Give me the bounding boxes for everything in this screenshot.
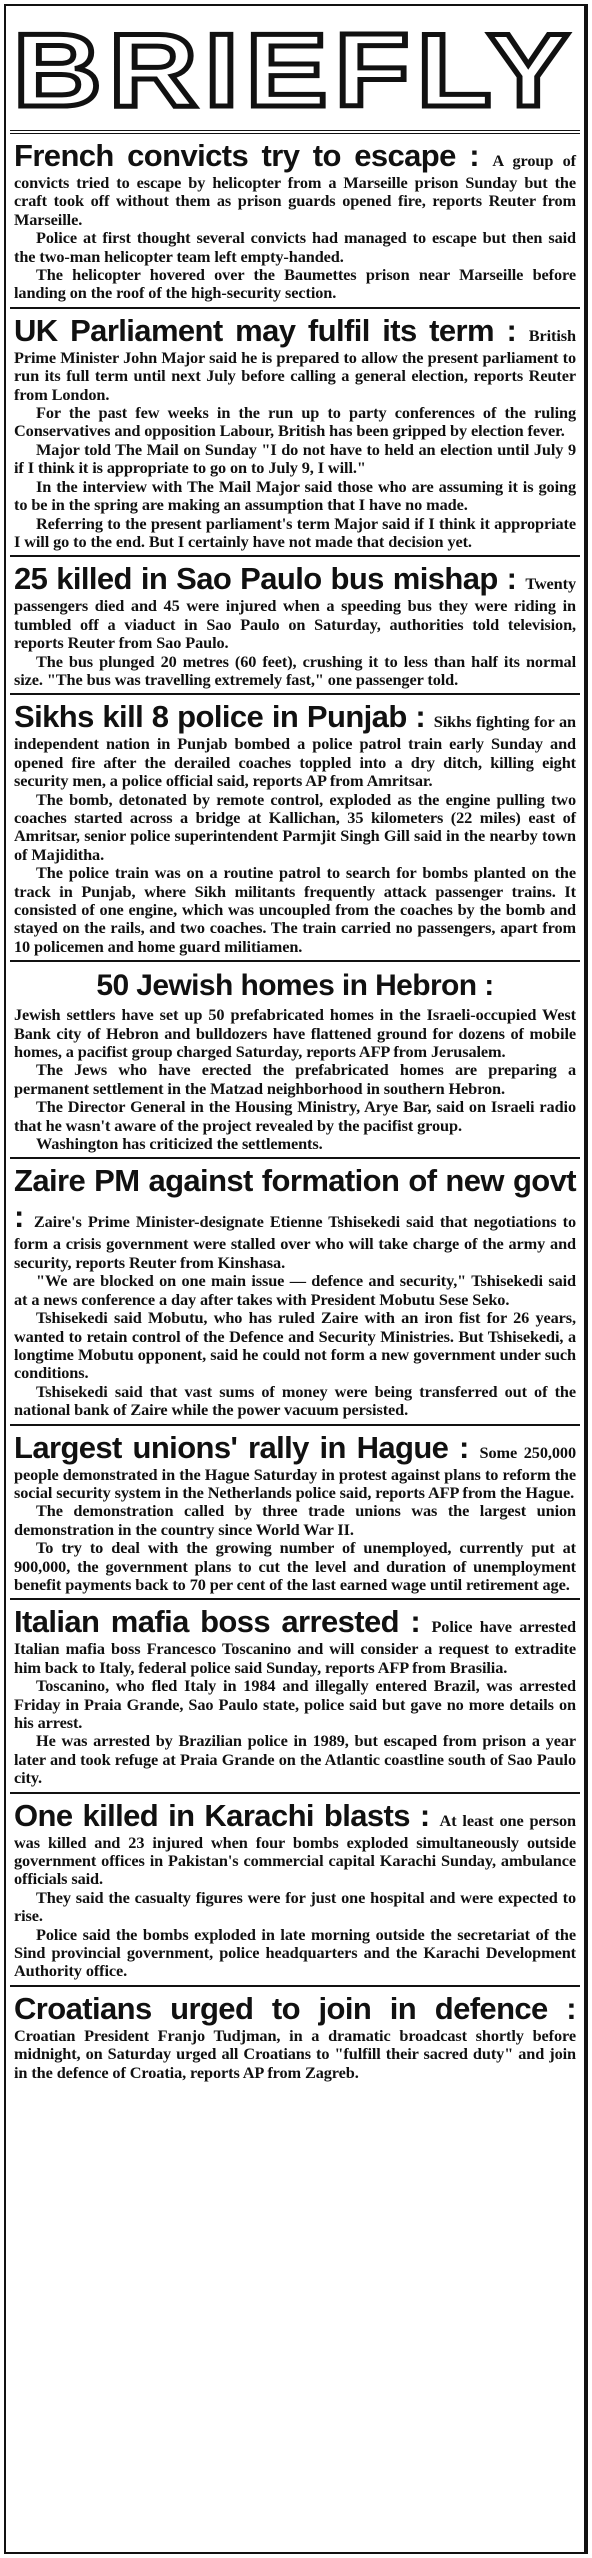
story-text: Referring to the present parliament's term Major said if I think it appropriate I will go to the end. But I certainly have not made that decision yet.	[14, 513, 576, 551]
story-text: Zaire's Prime Minister-designate Etienne Tshisekedi said that negotiations to form a crisis government were stalled over who will take charge of the army and security, reports Reuter from Kinshasa.	[14, 1212, 576, 1272]
story-divider	[10, 1157, 580, 1159]
story-paragraph	[14, 1991, 576, 2082]
story-text: Jewish settlers have set up 50 prefabricated homes in the Israeli-occupied West Bank city of Hebron and bulldozers have flattened ground for dozens of mobile homes, a pacifist group charged Saturday, reports AFP from Jerusalem.	[14, 1005, 576, 1062]
story-paragraph	[14, 138, 576, 229]
story-paragraph	[14, 229, 576, 266]
story-paragraph	[14, 791, 576, 865]
story-paragraph	[14, 404, 576, 441]
story-paragraph	[14, 1798, 576, 1889]
story-paragraph	[14, 1502, 576, 1539]
story-paragraph	[14, 1383, 576, 1420]
story-text: Police said the bombs exploded in late morning outside the secretariat of the Sind provincial government, police headquarters and the Karachi Development Authority office.	[14, 1924, 576, 1981]
story-divider	[10, 1598, 580, 1600]
story-headline: 50 Jewish homes in Hebron :	[96, 969, 494, 1003]
news-story	[14, 699, 576, 956]
story-divider	[10, 1985, 580, 1987]
story-text: Tshisekedi said that vast sums of money were being transferred out of the national bank of Zaire while the power vacuum persisted.	[14, 1381, 576, 1420]
story-headline: French convicts try to escape :	[14, 138, 493, 173]
news-story	[14, 1163, 576, 1419]
news-story	[14, 561, 576, 689]
story-divider	[10, 693, 580, 695]
story-divider	[10, 555, 580, 557]
story-text: They said the casualty figures were for just one hospital and were expected to rise.	[14, 1887, 576, 1926]
story-text: British Prime Minister John Major said he is prepared to allow the present parliament to run its full term until next July before calling a general election, reports Reuter from London.	[14, 325, 576, 404]
story-text: Twenty passengers died and 45 were injured when a speeding bus they were riding in tumbled off a viaduct in Sao Paulo on Saturday, authorities told television, reports Reuter from Sao Paulo.	[14, 574, 576, 653]
story-paragraph	[14, 1889, 576, 1926]
news-page	[4, 4, 588, 2554]
story-text: Washington has criticized the settlements.	[36, 1134, 323, 1154]
story-text: The Jews who have erected the prefabricated homes are preparing a permanent settlement in the Matzad neighborhood in southern Hebron.	[14, 1060, 576, 1098]
story-headline: UK Parliament may fulfil its term :	[14, 312, 529, 348]
story-headline: 25 killed in Sao Paulo bus mishap :	[14, 561, 526, 597]
story-text: In the interview with The Mail Major said those who are assuming it is going to be in the spring are making an assumption that I have no made.	[14, 476, 576, 515]
story-text: Croatian President Franjo Tudjman, in a dramatic broadcast shortly before midnight, on Saturday urged all Croatians to "fulfill their sacred duty" and join in the defence of Croatia, reports AP from Zagreb.	[14, 2025, 576, 2082]
story-text: The helicopter hovered over the Baumettes prison near Marseille before landing on the roof of the high-security section.	[14, 265, 576, 303]
story-text: Police at first thought several convicts had managed to escape but then said the two-man helicopter team left empty-handed.	[14, 228, 576, 266]
masthead	[10, 12, 580, 134]
story-text: "We are blocked on one main issue — defence and security," Tshisekedi said at a news conference a day after takes with President Mobutu Sese Seko.	[14, 1271, 576, 1309]
story-text: For the past few weeks in the run up to party conferences of the ruling Conservatives and opposition Labour, British has been gripped by election fever.	[14, 403, 576, 441]
news-story	[14, 968, 576, 1153]
story-text: Tshisekedi said Mobutu, who has ruled Zaire with an iron fist for 26 years, wanted to retain control of the Defence and Security Ministries. But Tshisekedi, a longtime Mobutu opponent, said he could not form a new government under such conditions.	[14, 1308, 576, 1383]
story-paragraph	[14, 1061, 576, 1098]
news-story	[14, 138, 576, 303]
story-paragraph	[14, 266, 576, 303]
story-text: Sikhs fighting for an independent nation in Punjab bombed a police patrol train early Sunday and opened fire after the derailed coaches toppled into a dry ditch, killing eight security men, a police official said, reports AP from Amritsar.	[14, 712, 576, 791]
story-paragraph	[14, 1135, 576, 1153]
story-text: The Director General in the Housing Ministry, Arye Bar, said on Israeli radio that he wasn't aware of the project revealed by the pacifist group.	[14, 1097, 576, 1135]
story-paragraph	[14, 1309, 576, 1383]
story-text: He was arrested by Brazilian police in 1989, but escaped from prison a year later and took refuge at Praia Grande on the Atlantic coastline south of Sao Paulo city.	[14, 1731, 576, 1788]
story-headline: Largest unions' rally in Hague :	[14, 1429, 480, 1465]
story-text: The bus plunged 20 metres (60 feet), crushing it to less than half its normal size. "The bus was travelling extremely fast," one passenger told.	[14, 651, 576, 689]
story-paragraph	[14, 1604, 576, 1677]
story-headline: Croatians urged to join in defence :	[14, 1990, 576, 2026]
story-paragraph	[14, 1006, 576, 1061]
story-headline-block	[14, 968, 576, 1004]
story-text: A group of convicts tried to escape by helicopter from a Marseille prison Sunday but the craft took off without them as prison guards opened fire, reports Reuter from Marseille.	[14, 151, 577, 229]
story-paragraph	[14, 699, 576, 790]
story-headline: Italian mafia boss arrested :	[14, 1604, 432, 1640]
story-text: At least one person was killed and 23 injured when four bombs exploded simultaneously outside government offices in Pakistan's commercial capital Karachi Sunday, ambulance officials said.	[14, 1810, 576, 1889]
stories-column	[14, 138, 576, 2082]
story-paragraph	[14, 653, 576, 690]
story-text: Some 250,000 people demonstrated in the Hague Saturday in protest against plans to reform the social security system in the Netherlands police said, reports AFP from the Hague.	[14, 1442, 576, 1502]
story-paragraph	[14, 1732, 576, 1787]
story-paragraph	[14, 1163, 576, 1272]
masthead-title: BRIEFLY	[13, 13, 577, 129]
story-paragraph	[14, 1926, 576, 1981]
story-paragraph	[14, 1430, 576, 1503]
story-divider	[10, 307, 580, 309]
story-paragraph	[14, 441, 576, 478]
story-paragraph	[14, 515, 576, 552]
story-paragraph	[14, 1098, 576, 1135]
story-text: Major told The Mail on Sunday "I do not have to held an election until July 9 if I think it is appropriate to go on to July 9, I will."	[14, 439, 576, 478]
story-headline: Zaire PM against formation of new govt :	[14, 1163, 576, 1235]
news-story	[14, 1430, 576, 1595]
news-story	[14, 313, 576, 551]
story-headline: One killed in Karachi blasts :	[14, 1797, 440, 1833]
story-paragraph	[14, 864, 576, 956]
story-divider	[10, 1424, 580, 1426]
story-text: The demonstration called by three trade unions was the largest union demonstration in the country since World War II.	[14, 1501, 576, 1539]
story-divider	[10, 1792, 580, 1794]
story-paragraph	[14, 478, 576, 515]
news-story	[14, 1991, 576, 2082]
news-story	[14, 1798, 576, 1981]
story-paragraph	[14, 1539, 576, 1594]
story-text: Police have arrested Italian mafia boss Francesco Toscanino and will consider a request to extradite him back to Italy, federal police said Sunday, reports AFP from Brasilia.	[14, 1617, 577, 1677]
story-text: To try to deal with the growing number of unemployed, currently put at 900,000, the government plans to cut the level and duration of unemployment benefit payments back to 70 per cent of the last earned wage until retirement age.	[14, 1538, 576, 1594]
story-paragraph	[14, 1677, 576, 1732]
news-story	[14, 1604, 576, 1787]
story-text: The police train was on a routine patrol to search for bombs planted on the track in Punjab, where Sikh militants frequently attack passenger trains. It consisted of one engine, which was uncoupled from the coaches by the bomb and stayed on the rails, and two coaches. The train carried no passengers, apart from 10 policemen and home guard militiamen.	[14, 863, 576, 956]
story-paragraph	[14, 1272, 576, 1309]
story-paragraph	[14, 313, 576, 404]
story-text: Toscanino, who fled Italy in 1984 and illegally entered Brazil, was arrested Friday in Praia Grande, Sao Paulo state, police said but gave no more details on his arrest.	[14, 1676, 576, 1732]
story-text: The bomb, detonated by remote control, exploded as the engine pulling two coaches started across a bridge at Kallichan, 35 kilometers (22 miles) east of Amritsar, senior police superintendent Parmjit Singh Gill said in the nearby town of Majiditha.	[14, 789, 576, 864]
story-headline: Sikhs kill 8 police in Punjab :	[14, 699, 434, 735]
story-divider	[10, 960, 580, 962]
story-paragraph	[14, 561, 576, 652]
